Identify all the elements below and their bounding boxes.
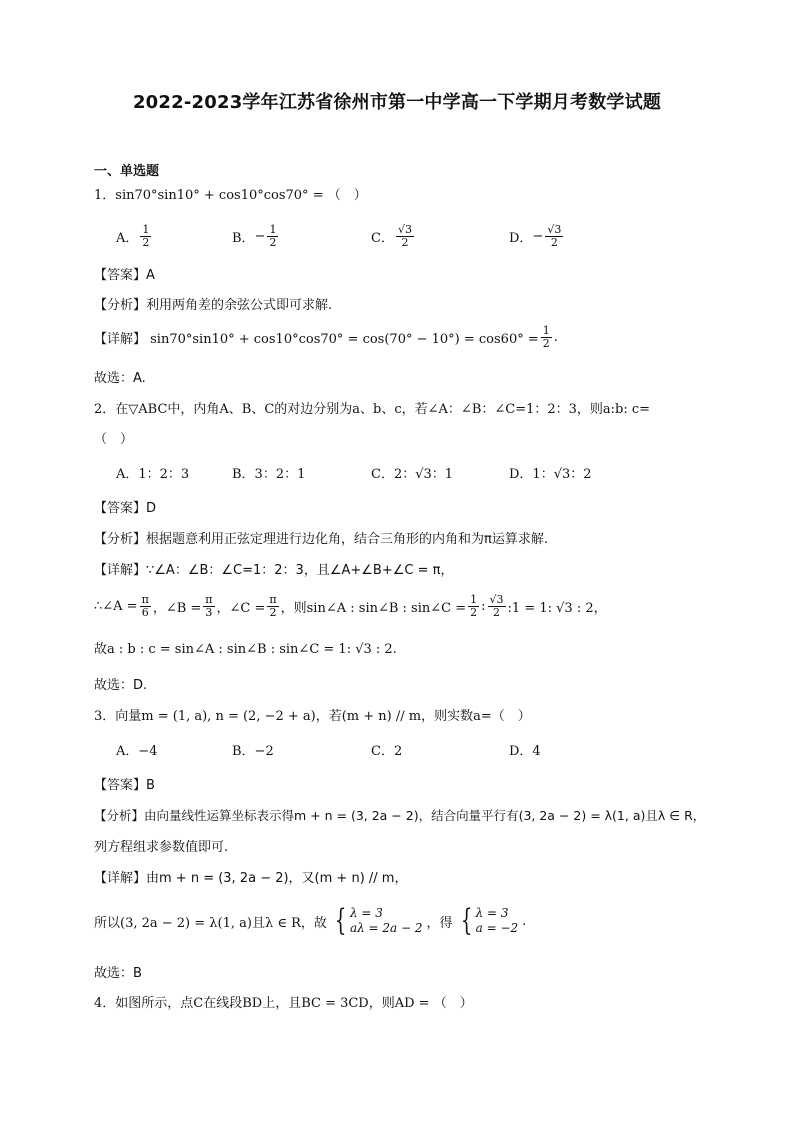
q1-answer: 【答案】A: [94, 268, 155, 283]
fraction: $\frac{√3}{2}$: [547, 223, 562, 249]
q1-option-a: [116, 224, 153, 249]
q1-detail: 【详解】 sin70°sin10° + cos10°cos70° = cos(70° − 10°) = cos60° = $\frac{1}{2}$ .: [94, 324, 558, 350]
q3-answer: 【答案】B: [94, 778, 155, 793]
q3-option-d: D．4: [509, 744, 541, 759]
q3-analysis-2: 列方程组求参数值即可.: [94, 840, 229, 855]
section-heading: 一、单选题: [94, 164, 160, 179]
q3-detail-2: 所以(3, 2a − 2) = λ(1, a)且λ ∈ R，故 { λ = 3 aλ = 2a − 2 ，得 { λ = 3 a = −2 .: [94, 903, 527, 938]
fraction: $\frac{1}{2}$: [142, 223, 150, 249]
q2-detail-2: ∴∠A = $\frac{\pi}{6}$ ，∠B = $\frac{\pi}{3}$ ，∠C = $\frac{\pi}{2}$ ，则sin∠A : sin∠B : sin∠C = $\frac{1}{2}$ : $\frac{√3}{2}$ :1 = 1: √3 : 2，: [94, 593, 607, 619]
fraction: $\frac{\pi}{3}$: [205, 593, 213, 619]
option-label: A．: [116, 231, 139, 246]
q2-detail-3: 故a : b : c = sin∠A : sin∠B : sin∠C = 1: √3 : 2.: [94, 642, 397, 657]
fraction: $\frac{√3}{2}$: [489, 593, 504, 619]
q4-stem: 4．如图所示，点C在线段BD上，且BC = 3CD，则AD = （ ）: [94, 996, 473, 1011]
q2-stem: 2．在▽ABC中，内角A、B、C的对边分别为a、b、c，若∠A：∠B：∠C=1：2：3，则a:b: c=: [94, 402, 651, 417]
q3-option-b: B．−2: [232, 744, 274, 759]
q1-option-d: D． − $\frac{√3}{2}$: [509, 223, 562, 249]
fraction: $\frac{\pi}{6}$: [141, 593, 149, 619]
q2-stem-continued: （ ）: [94, 432, 134, 447]
equation-system: { λ = 3 a = −2: [460, 903, 519, 938]
q3-stem: 3．向量m = (1, a), n = (2, −2 + a)，若(m + n) // m，则实数a=（ ）: [94, 709, 531, 724]
q1-option-c: C． $\frac{√3}{2}$: [371, 223, 412, 249]
q2-option-c: C．2：√3：1: [371, 467, 454, 482]
page-title: 2022-2023学年江苏省徐州市第一中学高一下学期月考数学试题: [132, 92, 662, 113]
q2-option-d: D．1：√3：2: [509, 467, 592, 482]
q3-option-c: C．2: [371, 744, 403, 759]
q2-analysis: 【分析】根据题意利用正弦定理进行边化角，结合三角形的内角和为π运算求解.: [94, 532, 548, 547]
fraction: $\frac{√3}{2}$: [397, 223, 412, 249]
fraction: $\frac{1}{2}$: [269, 223, 277, 249]
q2-answer: 【答案】D: [94, 501, 157, 516]
q1-option-b: B． − $\frac{1}{2}$: [232, 223, 277, 249]
q3-analysis-1: 【分析】由向量线性运算坐标表示得m + n = (3, 2a − 2)，结合向量平行有(3, 2a − 2) = λ(1, a)且λ ∈ R，: [94, 808, 706, 823]
q2-option-b: B．3：2：1: [232, 467, 306, 482]
q3-option-a: A．−4: [116, 744, 158, 759]
q1-stem: 1．sin70°sin10° + cos10°cos70° = （ ）: [94, 188, 367, 203]
q3-detail-1: 【详解】由m + n = (3, 2a − 2)，又(m + n) // m，: [94, 871, 408, 886]
equation-system: { λ = 3 aλ = 2a − 2: [334, 903, 423, 938]
q2-detail-1: 【详解】∵∠A：∠B：∠C=1：2：3，且∠A+∠B+∠C = π，: [94, 563, 454, 578]
fraction: $\frac{1}{2}$: [542, 324, 550, 350]
q1-choose: 故选：A.: [94, 371, 146, 386]
q1-analysis: 【分析】利用两角差的余弦公式即可求解.: [94, 298, 333, 313]
q2-option-a: A．1：2：3: [116, 467, 190, 482]
fraction: $\frac{\pi}{2}$: [269, 593, 277, 619]
fraction: $\frac{1}{2}$: [470, 593, 478, 619]
q3-choose: 故选：B: [94, 966, 142, 981]
q2-choose: 故选：D.: [94, 678, 148, 693]
